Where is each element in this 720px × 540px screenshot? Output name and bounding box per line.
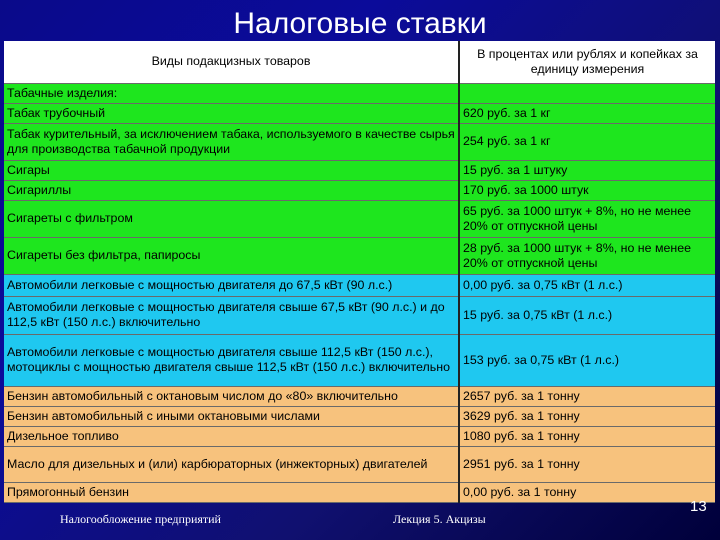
rate-cell: 2657 руб. за 1 тонну bbox=[459, 386, 715, 406]
rate-cell: 65 руб. за 1000 штук + 8%, но не менее 20% от отпускной цены bbox=[459, 200, 715, 237]
slide-title: Налоговые ставки bbox=[233, 7, 487, 40]
table-row bbox=[4, 103, 715, 123]
goods-cell: Автомобили легковые с мощностью двигателя свыше 67,5 кВт (90 л.с.) и до 112,5 кВт (150 л.с.) включительно bbox=[4, 296, 459, 334]
table-row bbox=[4, 446, 715, 482]
table-row bbox=[4, 200, 715, 237]
rate-cell: 0,00 руб. за 1 тонну bbox=[459, 482, 715, 502]
table-row bbox=[4, 123, 715, 160]
goods-cell: Табачные изделия: bbox=[4, 83, 459, 103]
goods-cell: Сигариллы bbox=[4, 180, 459, 200]
table-header-row bbox=[4, 41, 715, 83]
goods-cell: Табак курительный, за исключением табака, используемого в качестве сырья для производства табачной продукции bbox=[4, 123, 459, 160]
tax-rates-table bbox=[4, 41, 715, 503]
goods-cell: Сигары bbox=[4, 160, 459, 180]
goods-cell: Бензин автомобильный с иными октановыми числами bbox=[4, 406, 459, 426]
goods-cell: Автомобили легковые с мощностью двигателя свыше 112,5 кВт (150 л.с.), мотоциклы с мощностью двигателя свыше 112,5 кВт (150 л.с.) включительно bbox=[4, 334, 459, 386]
rate-cell: 28 руб. за 1000 штук + 8%, но не менее 20% от отпускной цены bbox=[459, 237, 715, 274]
table-row bbox=[4, 386, 715, 406]
page-number: 13 bbox=[690, 498, 707, 515]
table-row bbox=[4, 274, 715, 296]
goods-cell: Сигареты с фильтром bbox=[4, 200, 459, 237]
table-row bbox=[4, 160, 715, 180]
footer-course-title: Налогообложение предприятий bbox=[60, 512, 221, 526]
rate-cell bbox=[459, 83, 715, 103]
rate-cell: 620 руб. за 1 кг bbox=[459, 103, 715, 123]
goods-cell: Автомобили легковые с мощностью двигателя до 67,5 кВт (90 л.с.) bbox=[4, 274, 459, 296]
table-row bbox=[4, 482, 715, 502]
table-row bbox=[4, 406, 715, 426]
rate-cell: 0,00 руб. за 0,75 кВт (1 л.с.) bbox=[459, 274, 715, 296]
footer-lecture-title: Лекция 5. Акцизы bbox=[393, 512, 486, 526]
goods-cell: Дизельное топливо bbox=[4, 426, 459, 446]
rate-cell: 2951 руб. за 1 тонну bbox=[459, 446, 715, 482]
goods-cell: Бензин автомобильный с октановым числом до «80» включительно bbox=[4, 386, 459, 406]
rate-cell: 15 руб. за 0,75 кВт (1 л.с.) bbox=[459, 296, 715, 334]
header-rate: В процентах или рублях и копейках за единицу измерения bbox=[459, 41, 715, 83]
goods-cell: Прямогонный бензин bbox=[4, 482, 459, 502]
table-row bbox=[4, 83, 715, 103]
table-row bbox=[4, 296, 715, 334]
table-row bbox=[4, 334, 715, 386]
table-row bbox=[4, 180, 715, 200]
rate-cell: 254 руб. за 1 кг bbox=[459, 123, 715, 160]
rate-cell: 1080 руб. за 1 тонну bbox=[459, 426, 715, 446]
rate-cell: 153 руб. за 0,75 кВт (1 л.с.) bbox=[459, 334, 715, 386]
header-goods: Виды подакцизных товаров bbox=[4, 41, 459, 83]
table-row bbox=[4, 426, 715, 446]
goods-cell: Табак трубочный bbox=[4, 103, 459, 123]
rate-cell: 3629 руб. за 1 тонну bbox=[459, 406, 715, 426]
rate-cell: 15 руб. за 1 штуку bbox=[459, 160, 715, 180]
goods-cell: Сигареты без фильтра, папиросы bbox=[4, 237, 459, 274]
goods-cell: Масло для дизельных и (или) карбюраторных (инжекторных) двигателей bbox=[4, 446, 459, 482]
rate-cell: 170 руб. за 1000 штук bbox=[459, 180, 715, 200]
table-row bbox=[4, 237, 715, 274]
